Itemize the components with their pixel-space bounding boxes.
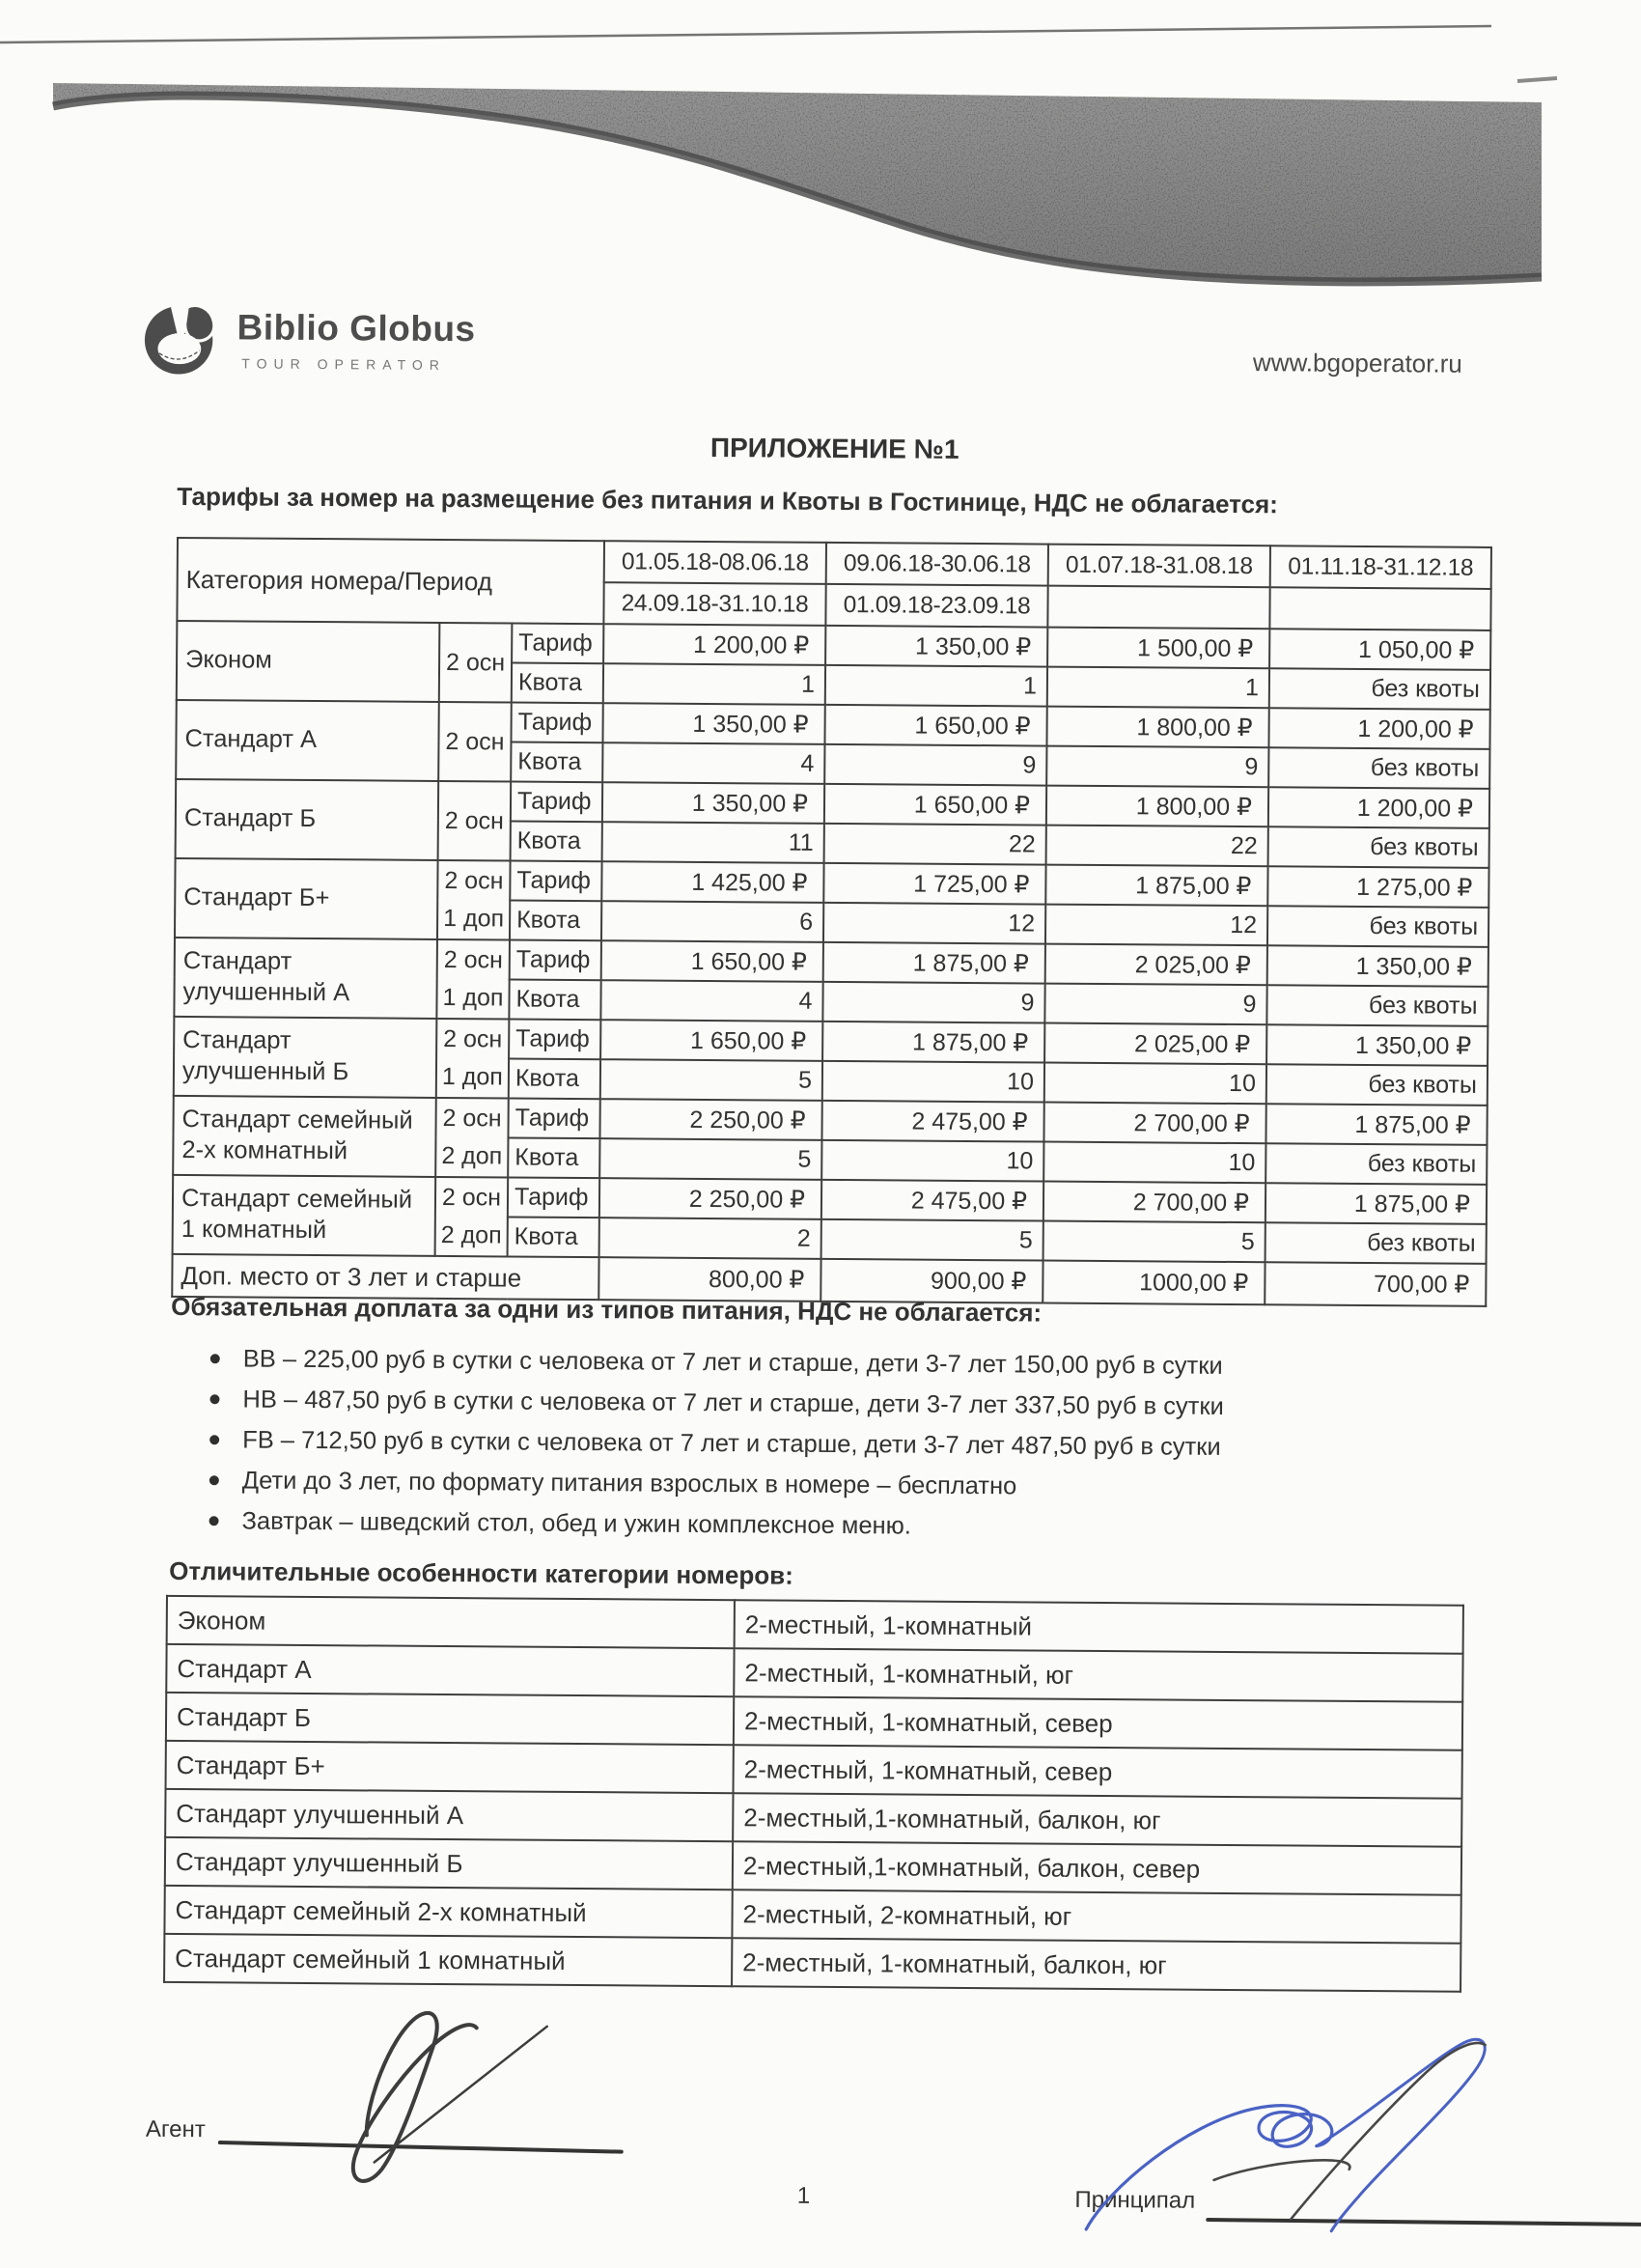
quota-value-cell: 22 — [1046, 826, 1268, 867]
category-line: Эконом — [184, 646, 272, 674]
occupancy-line: 2 осн — [443, 1024, 503, 1053]
occupancy-cell — [437, 860, 511, 940]
quota-label-cell: Квота — [508, 1137, 599, 1178]
website-url: www.bgoperator.ru — [1252, 348, 1462, 378]
features-description-cell: 2-местный, 1-комнатный, север — [734, 1696, 1462, 1750]
occupancy-line: 2 осн — [445, 648, 506, 677]
quota-value-cell: 5 — [821, 1219, 1043, 1261]
tariff-value-cell: 2 700,00 ₽ — [1043, 1103, 1266, 1144]
tariff-value-cell: 1 875,00 ₽ — [1045, 865, 1267, 907]
occupancy-line: 1 доп — [442, 983, 504, 1012]
quota-value-cell: 11 — [602, 822, 824, 863]
period-cell — [1269, 587, 1490, 630]
features-description-cell: 2-местный,1-комнатный, балкон, юг — [733, 1793, 1461, 1847]
occupancy-cell — [438, 781, 512, 861]
tariff-value-cell: 1 800,00 ₽ — [1046, 707, 1268, 748]
tariff-value-cell: 1 350,00 ₽ — [602, 703, 824, 744]
tariff-category-row — [173, 1175, 1487, 1224]
category-cell — [174, 938, 437, 1019]
tariff-value-cell: 1 650,00 ₽ — [824, 784, 1046, 826]
quota-value-cell: без квоты — [1268, 747, 1489, 789]
quota-value-cell: 5 — [600, 1059, 822, 1101]
features-description-cell: 2-местный, 1-комнатный — [735, 1600, 1463, 1654]
occupancy-line: 2 осн — [444, 806, 505, 835]
occupancy-line: 2 осн — [444, 866, 504, 895]
occupancy-line: 2 осн — [443, 945, 503, 974]
logo-title: Biblio Globus — [236, 307, 476, 350]
occupancy-line: 2 осн — [441, 1183, 502, 1212]
occupancy-line: 2 осн — [445, 727, 505, 756]
quota-value-cell: без квоты — [1266, 1064, 1488, 1106]
header-category-cell: Категория номера/Период — [177, 538, 604, 624]
quota-value-cell: 22 — [824, 824, 1046, 865]
tariff-value-cell: 2 025,00 ₽ — [1044, 1023, 1266, 1065]
period-cell — [1047, 586, 1269, 630]
quota-value-cell: 10 — [1043, 1142, 1266, 1184]
features-description-cell: 2-местный, 1-комнатный, север — [734, 1745, 1462, 1799]
logo-subtitle: TOUR OPERATOR — [241, 355, 446, 373]
agent-label: Агент — [145, 2115, 206, 2143]
tariff-value-cell: 2 700,00 ₽ — [1043, 1182, 1266, 1223]
quota-label-cell: Квота — [509, 1058, 600, 1099]
quota-value-cell: 6 — [601, 901, 823, 942]
category-line: Стандарт А — [184, 725, 318, 754]
category-line: Стандарт семейный — [181, 1106, 413, 1134]
tariff-value-cell: 2 025,00 ₽ — [1045, 944, 1267, 986]
quota-value-cell: без квоты — [1266, 1143, 1487, 1185]
tariff-category-row — [176, 700, 1489, 749]
quota-value-cell: 9 — [1044, 984, 1266, 1025]
features-description-cell: 2-местный, 2-комнатный, юг — [732, 1890, 1460, 1944]
occupancy-line: 2 доп — [441, 1141, 503, 1170]
features-category-cell: Эконом — [167, 1596, 735, 1648]
features-heading: Отличительные особенности категории номеров: — [169, 1555, 793, 1590]
period-cell: 01.05.18-08.06.18 — [604, 541, 826, 584]
meal-item-text: Дети до 3 лет, по формату питания взрослых в номере – бесплатно — [241, 1467, 1017, 1500]
tariff-label-cell: Тариф — [508, 1098, 599, 1138]
quota-label-cell: Квота — [512, 662, 603, 703]
category-line: Стандарт — [182, 947, 292, 975]
occupancy-line: 1 доп — [443, 904, 505, 933]
quota-label-cell: Квота — [509, 979, 600, 1020]
quota-value-cell: 2 — [599, 1218, 821, 1259]
extra-bed-label: Доп. место от 3 лет и старше — [172, 1254, 598, 1300]
occupancy-cell — [439, 623, 513, 703]
tariff-value-cell: 1 350,00 ₽ — [1267, 945, 1488, 987]
tariff-category-row — [174, 1017, 1488, 1066]
bullet-icon — [210, 1354, 220, 1363]
biblio-globus-logo-icon — [142, 299, 220, 378]
period-cell: 01.07.18-31.08.18 — [1048, 545, 1270, 588]
period-cell: 01.09.18-23.09.18 — [825, 584, 1047, 628]
quota-value-cell: без квоты — [1266, 985, 1488, 1026]
quota-value-cell: без квоты — [1267, 906, 1488, 947]
quota-value-cell: 9 — [822, 982, 1044, 1023]
occupancy-line: 1 доп — [441, 1062, 503, 1091]
features-description-cell: 2-местный,1-комнатный, балкон, север — [733, 1841, 1461, 1895]
tariff-value-cell: 1 425,00 ₽ — [601, 861, 823, 903]
tariff-table-body — [172, 538, 1491, 1306]
meal-item-text: FB – 712,50 руб в сутки с человека от 7 лет и старше, дети 3-7 лет 487,50 руб в сутки — [242, 1426, 1221, 1461]
occupancy-cell — [435, 1098, 509, 1178]
extra-bed-value-cell: 800,00 ₽ — [598, 1257, 820, 1302]
tariff-value-cell: 1 875,00 ₽ — [1266, 1183, 1487, 1224]
tariff-value-cell: 1 275,00 ₽ — [1267, 866, 1488, 908]
tariff-category-row — [173, 1096, 1487, 1145]
features-category-cell: Стандарт Б+ — [166, 1741, 734, 1793]
tariff-label-cell: Тариф — [511, 781, 602, 822]
tariff-value-cell: 2 250,00 ₽ — [599, 1178, 821, 1219]
meal-item-text: Завтрак – шведский стол, обед и ужин комплексное меню. — [241, 1507, 911, 1540]
extra-bed-value-cell: 900,00 ₽ — [820, 1259, 1043, 1303]
quota-value-cell: 12 — [823, 903, 1045, 944]
meal-list-item — [203, 1506, 1458, 1556]
tariff-value-cell: 1 650,00 ₽ — [824, 705, 1046, 746]
features-category-cell: Стандарт семейный 2-х комнатный — [164, 1886, 732, 1938]
meal-item-text: BB – 225,00 руб в сутки с человека от 7 лет и старше, дети 3-7 лет 150,00 руб в сутки — [242, 1345, 1223, 1380]
quota-label-cell: Квота — [511, 742, 602, 782]
tariff-label-cell: Тариф — [512, 623, 603, 663]
tariff-value-cell: 1 350,00 ₽ — [602, 782, 824, 824]
quota-label-cell: Квота — [511, 821, 602, 861]
tariff-value-cell: 1 725,00 ₽ — [823, 863, 1045, 905]
quota-value-cell: 10 — [822, 1061, 1044, 1103]
quota-value-cell: 1 — [825, 665, 1047, 707]
tariff-value-cell: 1 500,00 ₽ — [1047, 628, 1269, 669]
category-cell — [174, 1017, 437, 1098]
page-title: ПРИЛОЖЕНИЕ №1 — [709, 432, 960, 464]
quota-value-cell: 1 — [603, 663, 825, 705]
agent-signature — [306, 1990, 655, 2196]
quota-value-cell: 4 — [600, 980, 822, 1022]
category-line: 2-х комнатный — [181, 1136, 348, 1165]
tariff-value-cell: 1 350,00 ₽ — [825, 626, 1047, 667]
category-line: Стандарт Б+ — [183, 883, 330, 912]
tariff-value-cell: 1 350,00 ₽ — [1266, 1024, 1488, 1066]
page-number: 1 — [796, 2182, 811, 2209]
tariff-category-row — [176, 779, 1489, 828]
tariff-value-cell: 1 875,00 ₽ — [823, 942, 1045, 984]
extra-bed-value-cell: 700,00 ₽ — [1265, 1262, 1486, 1306]
tariff-table — [171, 537, 1492, 1307]
bullet-icon — [209, 1516, 219, 1526]
extra-bed-value-cell: 1000,00 ₽ — [1043, 1261, 1265, 1305]
quota-label-cell: Квота — [508, 1217, 599, 1257]
occupancy-cell — [435, 1177, 509, 1257]
quota-label-cell: Квота — [510, 900, 601, 940]
tariff-value-cell: 1 650,00 ₽ — [601, 940, 823, 982]
agent-signature-line — [218, 2141, 624, 2154]
tariff-value-cell: 1 800,00 ₽ — [1046, 786, 1268, 827]
tariff-value-cell: 1 050,00 ₽ — [1269, 629, 1490, 670]
period-cell: 09.06.18-30.06.18 — [826, 543, 1048, 586]
features-category-cell: Стандарт улучшенный Б — [165, 1837, 733, 1890]
logo-block — [142, 295, 683, 396]
quota-value-cell: 9 — [824, 744, 1046, 786]
category-line: 1 комнатный — [181, 1216, 327, 1245]
quota-value-cell: без квоты — [1269, 668, 1490, 710]
tariff-value-cell: 2 475,00 ₽ — [821, 1101, 1043, 1142]
period-cell: 01.11.18-31.12.18 — [1270, 546, 1491, 589]
quota-value-cell: 5 — [599, 1138, 821, 1180]
period-cell: 24.09.18-31.10.18 — [603, 582, 825, 626]
category-line: улучшенный Б — [181, 1057, 349, 1086]
meals-list — [203, 1344, 1460, 1556]
quota-value-cell: 10 — [1044, 1063, 1266, 1105]
quota-value-cell: 4 — [602, 742, 824, 784]
quota-value-cell: 1 — [1047, 667, 1269, 709]
occupancy-cell — [436, 1019, 510, 1099]
category-cell — [173, 1175, 436, 1256]
quota-value-cell: 9 — [1046, 746, 1268, 788]
tariff-label-cell: Тариф — [510, 939, 601, 980]
category-cell — [173, 1096, 436, 1177]
occupancy-line: 2 доп — [440, 1220, 502, 1249]
tariff-value-cell: 1 875,00 ₽ — [822, 1022, 1044, 1063]
tariff-value-cell: 1 200,00 ₽ — [603, 624, 825, 665]
features-category-cell: Стандарт семейный 1 комнатный — [164, 1934, 732, 1986]
tariff-header-row — [178, 538, 1491, 589]
tariff-value-cell: 1 200,00 ₽ — [1268, 708, 1489, 749]
category-cell — [176, 700, 439, 781]
tariff-label-cell: Тариф — [509, 1019, 600, 1059]
quota-value-cell: 12 — [1045, 905, 1267, 946]
category-cell — [176, 779, 439, 860]
quota-value-cell: 5 — [1043, 1221, 1266, 1263]
category-line: Стандарт Б — [183, 804, 317, 833]
occupancy-cell — [438, 702, 512, 782]
category-line: Стандарт семейный — [181, 1185, 413, 1214]
tariff-table-caption: Тарифы за номер на размещение без питания и Квоты в Гостинице, НДС не облагается: — [177, 481, 1278, 519]
tariff-value-cell: 1 650,00 ₽ — [600, 1020, 822, 1061]
tariff-label-cell: Тариф — [510, 860, 601, 901]
category-cell — [175, 858, 438, 939]
features-table — [163, 1595, 1464, 1993]
bullet-icon — [209, 1394, 219, 1404]
quota-value-cell: 10 — [821, 1140, 1043, 1182]
tariff-label-cell: Тариф — [511, 702, 602, 742]
quota-value-cell: без квоты — [1268, 826, 1489, 868]
tariff-category-row — [175, 858, 1488, 908]
tariff-value-cell: 1 200,00 ₽ — [1268, 787, 1489, 828]
bullet-icon — [209, 1435, 219, 1444]
category-line: улучшенный А — [182, 978, 350, 1007]
bullet-icon — [209, 1475, 219, 1485]
tariff-category-row — [175, 938, 1488, 987]
features-table-body — [164, 1596, 1463, 1992]
meal-item-text: HB – 487,50 руб в сутки с человека от 7 лет и старше, дети 3-7 лет 337,50 руб в сутки — [242, 1386, 1224, 1420]
tariff-label-cell: Тариф — [508, 1177, 599, 1218]
features-description-cell: 2-местный, 1-комнатный, юг — [734, 1648, 1462, 1702]
features-row — [164, 1934, 1460, 1992]
features-category-cell: Стандарт А — [166, 1644, 734, 1696]
tariff-value-cell: 1 875,00 ₽ — [1266, 1104, 1487, 1145]
meals-heading: Обязательная доплата за одни из типов питания, НДС не облагается: — [171, 1291, 1043, 1328]
category-line: Стандарт — [182, 1026, 292, 1054]
principal-label: Принципал — [1074, 2186, 1196, 2214]
occupancy-cell — [436, 939, 510, 1020]
tariff-value-cell: 2 475,00 ₽ — [821, 1180, 1043, 1221]
features-category-cell: Стандарт Б — [166, 1693, 734, 1745]
occupancy-line: 2 осн — [442, 1104, 502, 1133]
principal-signature-line — [1206, 2218, 1641, 2226]
features-description-cell: 2-местный, 1-комнатный, балкон, юг — [732, 1938, 1460, 1992]
category-cell — [177, 621, 440, 702]
tariff-value-cell: 2 250,00 ₽ — [599, 1099, 821, 1140]
tariff-category-row — [177, 621, 1490, 670]
quota-value-cell: без квоты — [1266, 1222, 1487, 1264]
features-category-cell: Стандарт улучшенный А — [165, 1789, 733, 1841]
